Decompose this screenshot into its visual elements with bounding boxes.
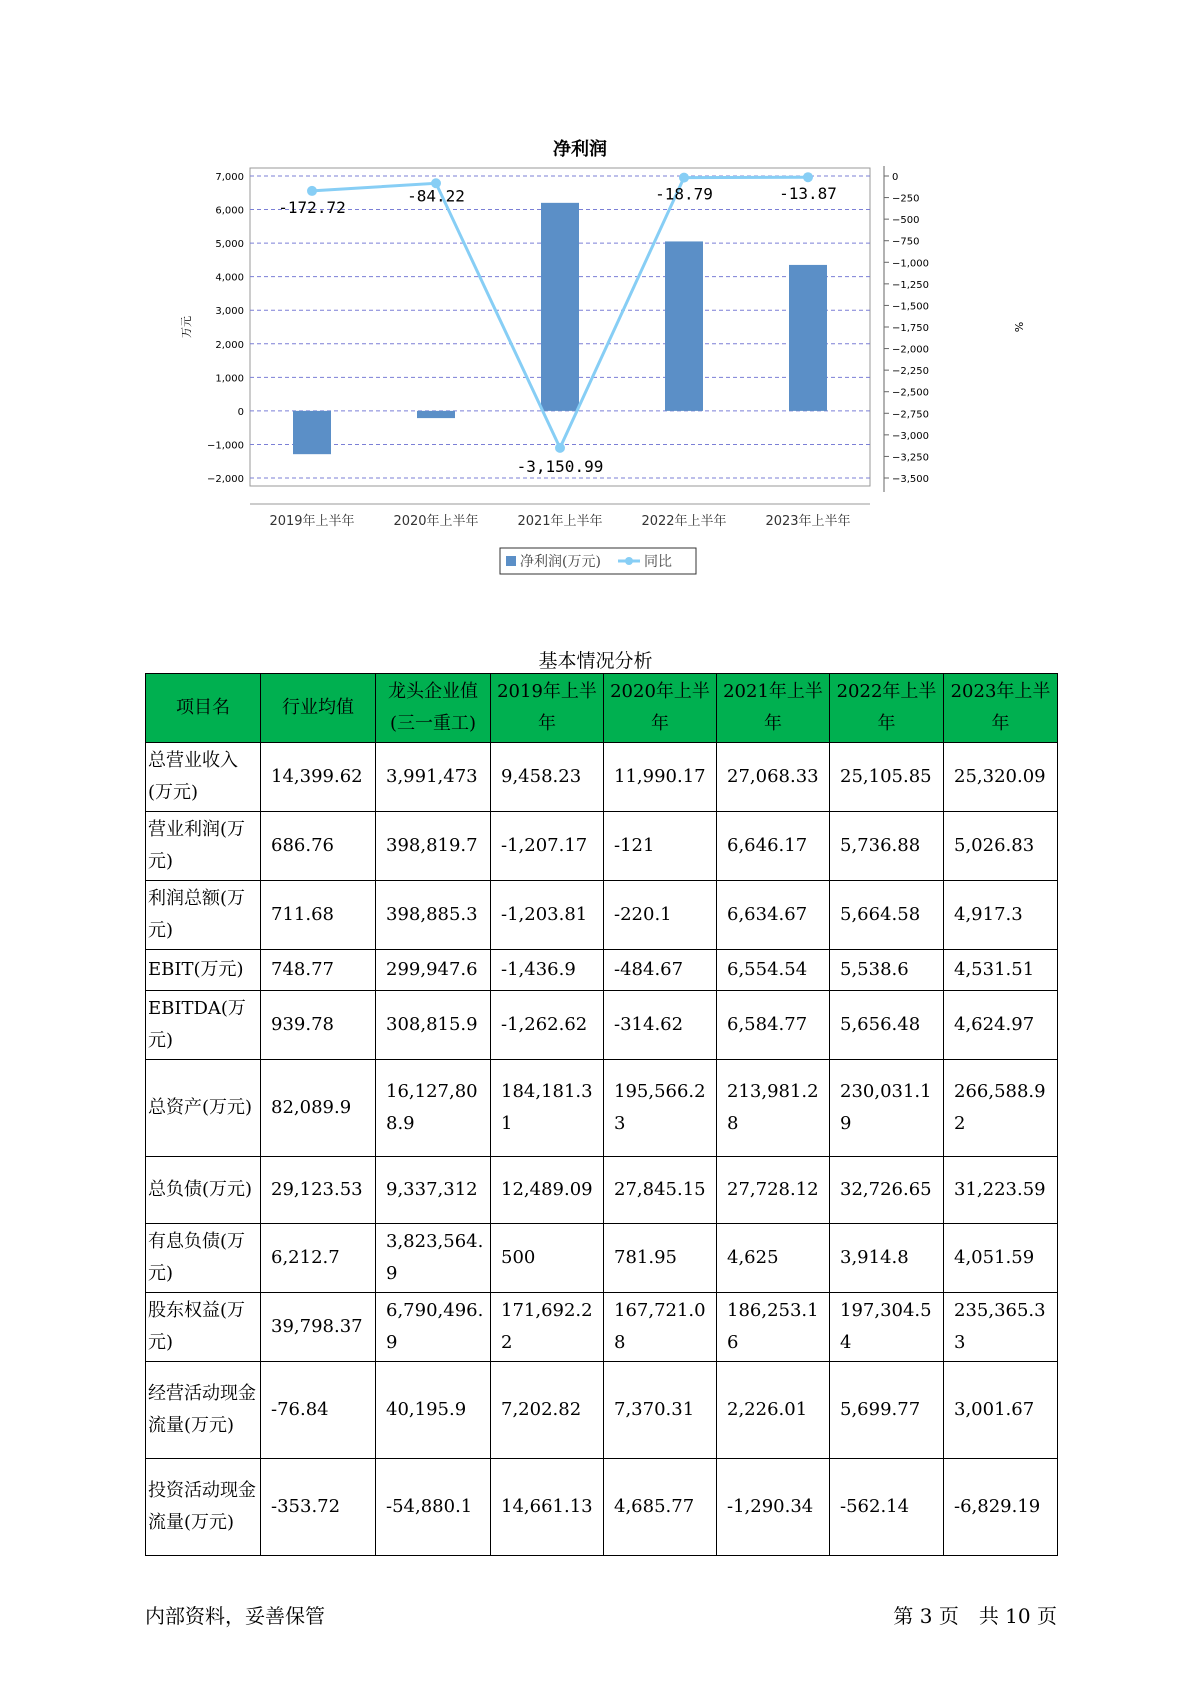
table-cell: 4,625 [717,1224,830,1293]
table-cell: -121 [604,812,717,881]
table-cell: 5,664.58 [830,881,944,950]
table-row [146,743,1058,812]
table-cell: 5,656.48 [830,991,944,1060]
table-cell: 27,728.12 [717,1157,830,1224]
table-cell: 14,661.13 [491,1459,604,1556]
bar-2022年上半年 [665,241,703,410]
table-cell: 9,337,312 [376,1157,491,1224]
x-tick-label: 2021年上半年 [517,514,603,529]
table-cell: 6,634.67 [717,881,830,950]
yoy-data-label: -84.22 [407,186,465,206]
table-row [146,881,1058,950]
row-label: 总营业收入(万元) [146,743,261,812]
table-row [146,1459,1058,1556]
table-cell: -314.62 [604,991,717,1060]
table-row [146,812,1058,881]
bar-2020年上半年 [417,411,455,418]
legend-line-label: 同比 [644,554,672,570]
header-2022h1: 2022年上半年 [830,674,944,743]
table-cell: -6,829.19 [944,1459,1058,1556]
x-tick-label: 2023年上半年 [765,514,851,529]
table-cell: 39,798.37 [261,1293,376,1362]
table-cell: 398,819.7 [376,812,491,881]
row-label: 总资产(万元) [146,1060,261,1157]
y-tick-label: 5,000 [215,239,244,251]
row-label: 营业利润(万元) [146,812,261,881]
header-2023h1: 2023年上半年 [944,674,1058,743]
y2-tick-label: −2,250 [892,366,930,378]
table-row [146,950,1058,991]
header-2019h1: 2019年上半年 [491,674,604,743]
table-cell: 5,538.6 [830,950,944,991]
y2-tick-label: −3,000 [892,430,930,442]
table-cell: -1,436.9 [491,950,604,991]
table-cell: 748.77 [261,950,376,991]
table-cell: 5,026.83 [944,812,1058,881]
x-tick-label: 2019年上半年 [269,514,355,529]
bar-2023年上半年 [789,265,827,411]
table-cell: 6,646.17 [717,812,830,881]
yoy-data-label: -3,150.99 [516,456,604,476]
y2-tick-label: −2,500 [892,387,930,399]
chart-svg [160,130,1040,600]
table-cell: -484.67 [604,950,717,991]
table-cell: 14,399.62 [261,743,376,812]
table-cell: -1,207.17 [491,812,604,881]
table-cell: 27,845.15 [604,1157,717,1224]
legend-bar-swatch [506,556,516,566]
table-cell: 939.78 [261,991,376,1060]
y2-tick-label: −250 [892,193,920,205]
net-profit-chart [160,130,1040,600]
y-tick-label: 3,000 [215,306,244,318]
table-cell: 195,566.23 [604,1060,717,1157]
table-cell: -1,262.62 [491,991,604,1060]
table-cell: 25,320.09 [944,743,1058,812]
yoy-point [555,443,565,453]
table-cell: 3,001.67 [944,1362,1058,1459]
table-body [146,743,1058,1556]
yoy-data-label: -172.72 [278,197,346,217]
table-cell: -220.1 [604,881,717,950]
basic-info-table [145,673,1058,1556]
table-cell: 5,699.77 [830,1362,944,1459]
table-cell: 31,223.59 [944,1157,1058,1224]
row-label: 股东权益(万元) [146,1293,261,1362]
y2-tick-label: −1,250 [892,279,930,291]
y2-tick-label: −1,500 [892,301,930,313]
y-tick-label: 2,000 [215,339,244,351]
table-cell: 12,489.09 [491,1157,604,1224]
header-2021h1: 2021年上半年 [717,674,830,743]
y-tick-label: −1,000 [206,440,244,452]
table-cell: 27,068.33 [717,743,830,812]
footer-page-number: 第 3 页 共 10 页 [893,1604,1057,1628]
y2-tick-label: −2,000 [892,344,930,356]
x-tick-label: 2022年上半年 [641,514,727,529]
table-cell: 781.95 [604,1224,717,1293]
table-cell: 7,202.82 [491,1362,604,1459]
table-cell: 4,531.51 [944,950,1058,991]
table-cell: 3,823,564.9 [376,1224,491,1293]
y-tick-label: −2,000 [206,474,244,485]
y2-tick-label: −1,000 [892,258,930,270]
table-cell: 167,721.08 [604,1293,717,1362]
header-item-name: 项目名 [146,674,261,743]
table-header-row [146,674,1058,743]
yoy-point [307,186,317,196]
y-axis-label: 万元 [180,316,193,338]
row-label: 有息负债(万元) [146,1224,261,1293]
yoy-point [679,173,689,183]
y2-tick-label: −750 [892,236,920,248]
table-cell: 40,195.9 [376,1362,491,1459]
table-cell: 29,123.53 [261,1157,376,1224]
y2-axis-label: % [1012,321,1025,333]
table-cell: 11,990.17 [604,743,717,812]
y-tick-label: 7,000 [215,172,244,183]
table-cell: 6,790,496.9 [376,1293,491,1362]
table-row [146,1157,1058,1224]
table-cell: 4,624.97 [944,991,1058,1060]
chart-title: 净利润 [553,139,607,160]
table-cell: -1,203.81 [491,881,604,950]
row-label: 总负债(万元) [146,1157,261,1224]
footer-confidential: 内部资料，妥善保管 [145,1604,325,1628]
table-cell: 4,917.3 [944,881,1058,950]
table-cell: 7,370.31 [604,1362,717,1459]
x-tick-label: 2020年上半年 [393,514,479,529]
table-cell: 500 [491,1224,604,1293]
table-cell: 82,089.9 [261,1060,376,1157]
table-cell: 5,736.88 [830,812,944,881]
table-cell: 235,365.33 [944,1293,1058,1362]
table-cell: 186,253.16 [717,1293,830,1362]
header-industry-avg: 行业均值 [261,674,376,743]
table-cell: 4,051.59 [944,1224,1058,1293]
table-row [146,1362,1058,1459]
legend-bar-label: 净利润(万元) [520,554,601,570]
table-cell: 266,588.92 [944,1060,1058,1157]
y-tick-label: 6,000 [215,205,244,217]
table-cell: -76.84 [261,1362,376,1459]
table-cell: 3,914.8 [830,1224,944,1293]
table-cell: 32,726.65 [830,1157,944,1224]
table-cell: 686.76 [261,812,376,881]
table-cell: 197,304.54 [830,1293,944,1362]
y2-tick-label: −3,500 [892,474,930,485]
table-cell: 25,105.85 [830,743,944,812]
y2-tick-label: −1,750 [892,323,930,334]
y-tick-label: 0 [237,406,244,418]
yoy-data-label: -13.87 [779,184,837,204]
y2-tick-label: −3,250 [892,452,930,464]
table-cell: 6,584.77 [717,991,830,1060]
table-cell: -54,880.1 [376,1459,491,1556]
yoy-point [803,172,813,182]
table-row [146,991,1058,1060]
legend-line-marker [625,557,633,565]
bar-2021年上半年 [541,203,579,411]
table-cell: -562.14 [830,1459,944,1556]
table-row [146,1293,1058,1362]
table-cell: 6,554.54 [717,950,830,991]
table-cell: -1,290.34 [717,1459,830,1556]
row-label: EBIT(万元) [146,950,261,991]
row-label: 经营活动现金流量(万元) [146,1362,261,1459]
y2-tick-label: 0 [892,172,899,183]
table-cell: 711.68 [261,881,376,950]
table-cell: 299,947.6 [376,950,491,991]
y-tick-label: 4,000 [215,272,244,284]
table-cell: 171,692.22 [491,1293,604,1362]
table-cell: -353.72 [261,1459,376,1556]
table-cell: 398,885.3 [376,881,491,950]
table-cell: 9,458.23 [491,743,604,812]
table-cell: 16,127,808.9 [376,1060,491,1157]
header-leader-value: 龙头企业值(三一重工) [376,674,491,743]
yoy-data-label: -18.79 [655,184,713,204]
table-cell: 308,815.9 [376,991,491,1060]
table-cell: 230,031.19 [830,1060,944,1157]
y-tick-label: 1,000 [215,373,244,385]
table-cell: 6,212.7 [261,1224,376,1293]
row-label: 利润总额(万元) [146,881,261,950]
table-cell: 4,685.77 [604,1459,717,1556]
table-cell: 3,991,473 [376,743,491,812]
table-title: 基本情况分析 [538,650,653,672]
table-row [146,1060,1058,1157]
row-label: EBITDA(万元) [146,991,261,1060]
row-label: 投资活动现金流量(万元) [146,1459,261,1556]
table-cell: 2,226.01 [717,1362,830,1459]
table-cell: 184,181.31 [491,1060,604,1157]
y2-tick-label: −500 [892,215,920,227]
bar-2019年上半年 [293,411,331,454]
table-cell: 213,981.28 [717,1060,830,1157]
header-2020h1: 2020年上半年 [604,674,717,743]
table-row [146,1224,1058,1293]
y2-tick-label: −2,750 [892,409,930,421]
